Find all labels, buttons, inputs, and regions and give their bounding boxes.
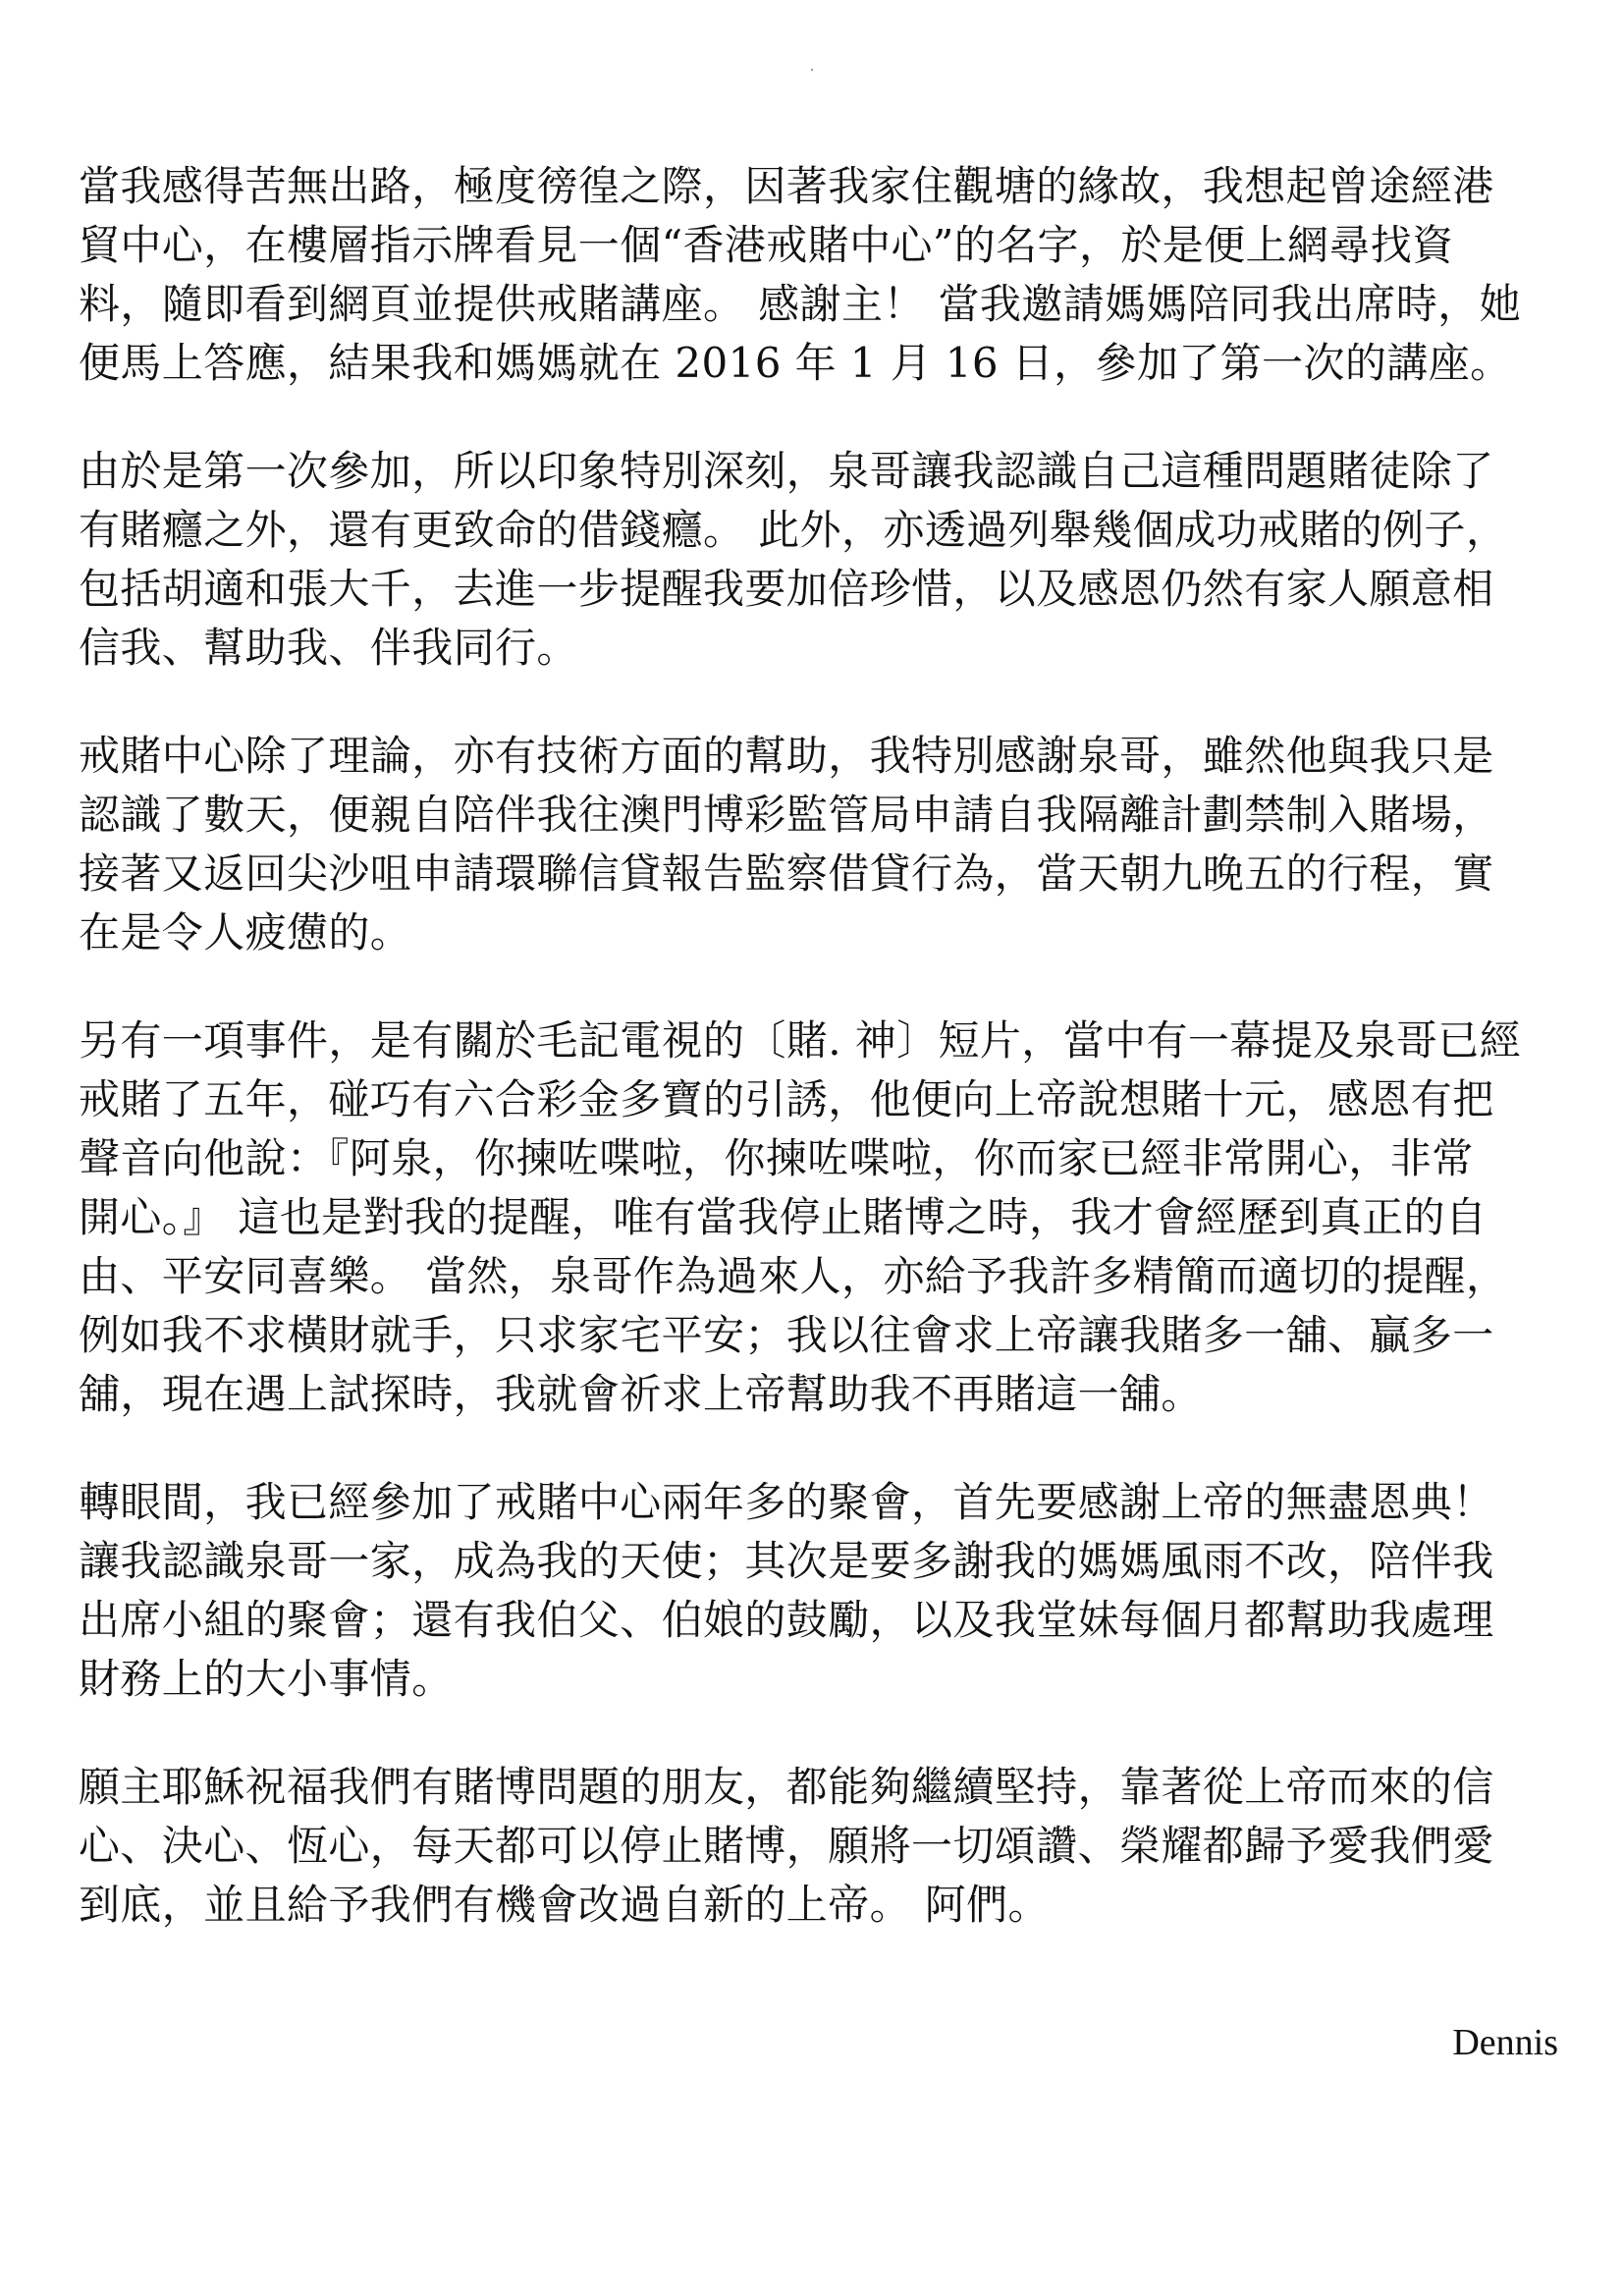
text-line: 轉眼間，我已經參加了戒賭中心兩年多的聚會，首先要感謝上帝的無盡恩典！ xyxy=(79,1478,1494,1526)
text-line: 出席小組的聚會；還有我伯父、伯娘的鼓勵，以及我堂妹每個月都幫助我處理 xyxy=(79,1596,1494,1644)
text-line: 包括胡適和張大千，去進一步提醒我要加倍珍惜，以及感恩仍然有家人願意相 xyxy=(79,565,1494,613)
text-line: 信我、幫助我、伴我同行。 xyxy=(79,624,578,672)
letter-body xyxy=(79,157,1559,1984)
text-line: 便馬上答應，結果我和媽媽就在 2016 年 1 月 16 日，參加了第一次的講座。 xyxy=(79,339,1512,387)
text-line: 由、平安同喜樂。 當然，泉哥作為過來人，亦給予我許多精簡而適切的提醒， xyxy=(79,1252,1508,1300)
text-line: 由於是第一次參加，所以印象特別深刻，泉哥讓我認識自己這種問題賭徒除了 xyxy=(79,447,1494,495)
text-line: 開心。』 這也是對我的提醒，唯有當我停止賭博之時，我才會經歷到真正的自 xyxy=(79,1193,1488,1241)
text-line: 例如我不求橫財就手，只求家宅平安；我以往會求上帝讓我賭多一舖、贏多一 xyxy=(79,1311,1494,1359)
text-line: 料，隨即看到網頁並提供戒賭講座。 感謝主！ 當我邀請媽媽陪同我出席時，她 xyxy=(79,280,1522,328)
paragraph-2 xyxy=(79,442,1559,678)
text-line: 貿中心，在樓層指示牌看見一個“香港戒賭中心”的名字，於是便上網尋找資 xyxy=(79,221,1454,269)
text-line: 心、決心、恆心，每天都可以停止賭博，願將一切頌讚、榮耀都歸予愛我們愛 xyxy=(79,1822,1494,1870)
text-line: 聲音向他說：『阿泉，你揀咗喋啦，你揀咗喋啦，你而家已經非常開心，非常 xyxy=(79,1134,1474,1182)
paragraph-4 xyxy=(79,1011,1559,1424)
paragraph-5 xyxy=(79,1473,1559,1709)
paragraph-1 xyxy=(79,157,1559,393)
paragraph-3 xyxy=(79,727,1559,962)
text-line: 讓我認識泉哥一家，成為我的天使；其次是要多謝我的媽媽風雨不改，陪伴我 xyxy=(79,1537,1494,1585)
text-line: 財務上的大小事情。 xyxy=(79,1655,454,1703)
text-line: 舖，現在遇上試探時，我就會祈求上帝幫助我不再賭這一舖。 xyxy=(79,1370,1203,1418)
text-line: 接著又返回尖沙咀申請環聯信貸報告監察借貸行為，當天朝九晚五的行程，實 xyxy=(79,849,1494,898)
text-line: 當我感得苦無出路，極度徬徨之際，因著我家住觀塘的緣故，我想起曾途經港 xyxy=(79,162,1494,210)
text-line: 有賭癮之外，還有更致命的借錢癮。 此外，亦透過列舉幾個成功戒賭的例子， xyxy=(79,506,1508,554)
text-line: 認識了數天，便親自陪伴我往澳門博彩監管局申請自我隔離計劃禁制入賭場， xyxy=(79,791,1494,839)
paragraph-6 xyxy=(79,1758,1559,1935)
text-line: 願主耶穌祝福我們有賭博問題的朋友，都能夠繼續堅持，靠著從上帝而來的信 xyxy=(79,1763,1494,1811)
signature: Dennis xyxy=(1452,2022,1558,2063)
scan-speck xyxy=(811,69,813,71)
text-line: 在是令人疲憊的。 xyxy=(79,908,412,957)
text-line: 另有一項事件，是有關於毛記電視的〔賭. 神〕短片，當中有一幕提及泉哥已經 xyxy=(79,1016,1522,1065)
text-line: 戒賭了五年，碰巧有六合彩金多寶的引誘，他便向上帝說想賭十元，感恩有把 xyxy=(79,1075,1494,1123)
text-line: 到底，並且給予我們有機會改過自新的上帝。 阿們。 xyxy=(79,1881,1050,1929)
text-line: 戒賭中心除了理論，亦有技術方面的幫助，我特別感謝泉哥，雖然他與我只是 xyxy=(79,732,1494,780)
